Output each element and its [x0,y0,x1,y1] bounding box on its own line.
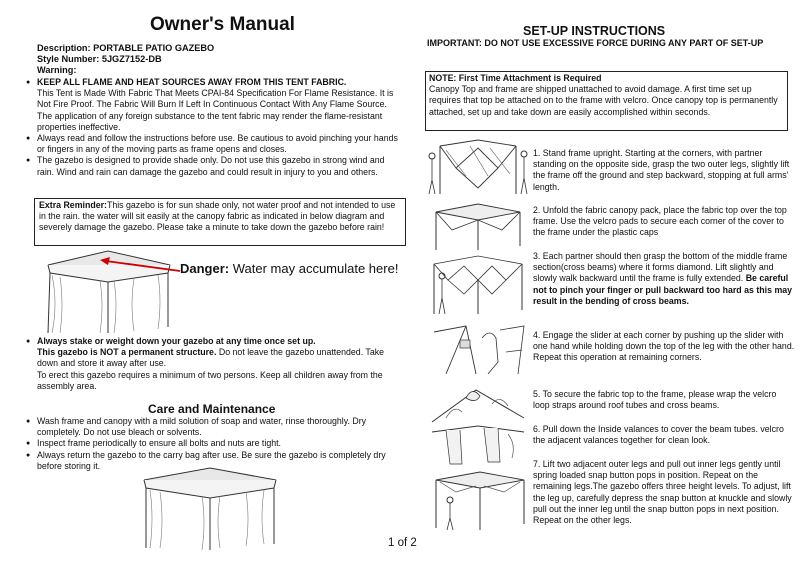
care-list [26,416,404,472]
care-item: ● Always return the gazebo to the carry bag after use. Be sure the gazebo is completely dry before storing it. [26,450,404,472]
extra-reminder-label: Extra Reminder: [39,200,107,210]
step2-illustration [426,200,530,252]
warning-item-flame [26,77,404,133]
step3-illustration [426,252,530,316]
danger-text: Water may accumulate here! [229,261,399,276]
note-box [425,71,788,131]
setup-title: SET-UP INSTRUCTIONS [523,24,666,38]
step5-illustration [426,382,530,430]
care-title: Care and Maintenance [148,402,276,416]
page-number: 1 of 2 [388,537,417,549]
setup-step-2: 2. Unfold the fabric canopy pack, place the fabric top over the top frame. Use the velcro pads to secure each corner of the cover to the frame under the plastic caps [533,205,787,238]
setup-step-3-warning: Be careful not to pinch your finger or pull backward too hard as this may result in the bending of cross beams. [533,273,793,306]
step6-illustration [426,424,530,468]
setup-step-4: 4. Engage the slider at each corner by pushing up the slider with one hand while holding down the top of the leg with the other hand. Repeat this operation at remaining corners. [533,330,795,363]
step1-illustration [426,136,530,198]
stake-permanent-rest: Do not leave the gazebo unattended. Take down and store it away after use. [37,347,385,369]
style-number: Style Number: 5JGZ7152-DB [37,54,162,64]
setup-step-3 [533,251,795,307]
note-title: NOTE: First Time Attachment is Required [429,73,602,83]
setup-step-3-text: 3. Each partner should then grasp the bottom of the middle frame section(cross beams) where it forms diamond. Lift slightly and slowly walk backward until the frame is fully extended. [533,251,788,284]
gazebo-illustration [136,466,284,550]
page-title: Owner's Manual [150,14,295,35]
setup-step-1: 1. Stand frame upright. Starting at the corners, with partner standing on the opposite side, grasp the two outer legs, slightly lift the frame off the ground and step backward, stopping at full arms' length. [533,148,790,192]
warning-flame-body: This Tent is Made With Fabric That Meets CPAI-84 Specification For Flame Resistance. It is Not Fire Proof. The Fabric Will Burn If Left In Continuous Contact With Any Flame Source. The application of any foreign substance to the tent fabric may render the flame-resistant properties ineffective. [37,88,394,132]
note-text: Canopy Top and frame are shipped unattached to avoid damage. A first time set up requires that top be attached on to the frame with velcro. Once canopy top is permanently attached, set up and take down are easily accomplished within seconds. [429,84,778,117]
setup-step-7: 7. Lift two adjacent outer legs and pull out inner legs gently until spring loaded snap button pops in position. Repeat on the remaining legs.The gazebo offers three height levels. To adjust, lift the leg up, carefully depress the snap button at knuckle and slowly pull out the inner leg until the snap button pops in next position. Repeat on the other legs. [533,459,792,526]
danger-label: Danger: [180,261,230,276]
step4-illustration [426,322,530,376]
stake-section [26,336,404,392]
stake-persons: To erect this gazebo requires a minimum of two persons. Keep all children away from the assembly area. [37,369,383,391]
care-item: ● Wash frame and canopy with a mild solution of soap and water, rinse thoroughly. Dry completely. Do not use bleach or solvents. [26,416,404,438]
setup-step-6: 6. Pull down the Inside valances to cover the beam tubes. velcro the adjacent valances together for clean look. [533,424,784,446]
stake-heading: ● Always stake or weight down your gazebo at any time once set up. [26,336,404,347]
warning-label: Warning: [37,65,77,75]
warning-item-read: ● Always read and follow the instructions before use. Be cautious to avoid pinching your hands or fingers in any of the moving parts as frame opens and closes. [26,133,404,155]
warning-list [26,77,404,178]
stake-permanent-bold: This gazebo is NOT a permanent structure. [37,347,217,358]
warning-flame-head: KEEP ALL FLAME AND HEAT SOURCES AWAY FROM THIS TENT FABRIC. [37,77,347,87]
stake-permanent [26,347,404,369]
description: Description: PORTABLE PATIO GAZEBO [37,43,215,53]
warning-item-wind: ● The gazebo is designed to provide shade only. Do not use this gazebo in strong wind and rain. Wind and rain can damage the gazebo and could result in injury to you and others. [26,155,404,177]
setup-important: IMPORTANT: DO NOT USE EXCESSIVE FORCE DURING ANY PART OF SET-UP [427,38,764,48]
extra-reminder-box [34,198,406,246]
setup-step-5: 5. To secure the fabric top to the frame, please wrap the velcro loop straps around roof tubes and cross beams. [533,389,777,411]
danger-arrow [98,255,182,275]
danger-callout [180,261,398,276]
care-item: ● Inspect frame periodically to ensure all bolts and nuts are tight. [26,438,404,449]
extra-reminder-text: This gazebo is for sun shade only, not water proof and not intended to use in the rain. the water will sit easily at the canopy fabric as indicated in below diagram and severely damage the gazebo. Please take a minute to take down the gazebo before rain! [39,200,396,233]
step7-illustration [426,470,532,532]
